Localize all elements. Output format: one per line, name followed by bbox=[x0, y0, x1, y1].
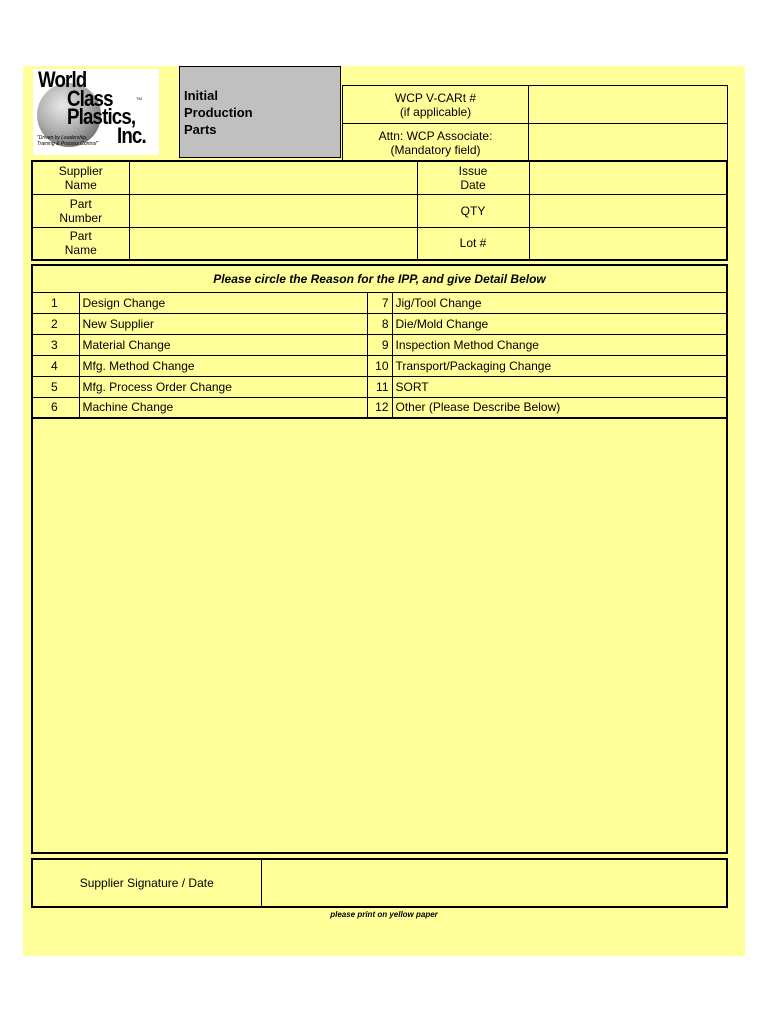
reason-option[interactable]: Die/Mold Change bbox=[392, 313, 727, 334]
issue-date-label: Issue Date bbox=[417, 161, 529, 194]
attn-label: Attn: WCP Associate: (Mandatory field) bbox=[343, 124, 529, 162]
reason-row bbox=[32, 292, 727, 313]
reason-row bbox=[32, 355, 727, 376]
part-name-label: Part Name bbox=[32, 227, 129, 260]
reason-option[interactable]: Design Change bbox=[79, 292, 367, 313]
reasons-heading: Please circle the Reason for the IPP, and give Detail Below bbox=[32, 265, 727, 292]
reason-option[interactable]: Inspection Method Change bbox=[392, 334, 727, 355]
reason-option[interactable]: Mfg. Process Order Change bbox=[79, 376, 367, 397]
reason-number: 2 bbox=[32, 313, 79, 334]
form-title: Initial Production Parts bbox=[184, 88, 253, 137]
reason-option[interactable]: New Supplier bbox=[79, 313, 367, 334]
supplier-name-label: Supplier Name bbox=[32, 161, 129, 194]
reason-row bbox=[32, 397, 727, 418]
attn-field[interactable] bbox=[529, 124, 728, 162]
reason-option[interactable]: Machine Change bbox=[79, 397, 367, 418]
footer-note: please print on yellow paper bbox=[330, 910, 438, 919]
signature-table bbox=[31, 858, 728, 908]
reason-number: 8 bbox=[367, 313, 392, 334]
qty-field[interactable] bbox=[529, 194, 727, 227]
reason-number: 3 bbox=[32, 334, 79, 355]
supplier-info-table bbox=[31, 160, 728, 261]
reason-option[interactable]: Other (Please Describe Below) bbox=[392, 397, 727, 418]
detail-textarea[interactable] bbox=[31, 416, 728, 854]
lot-label: Lot # bbox=[417, 227, 529, 260]
vcart-table bbox=[342, 85, 728, 162]
reason-number: 11 bbox=[367, 376, 392, 397]
vcart-field[interactable] bbox=[529, 86, 728, 124]
logo-word-plastics: Plastics, bbox=[67, 104, 136, 129]
company-logo bbox=[33, 69, 159, 155]
reason-number: 1 bbox=[32, 292, 79, 313]
part-number-field[interactable] bbox=[129, 194, 417, 227]
reason-row bbox=[32, 313, 727, 334]
logo-tagline: "Driven by Leadership, Training & Process Control" bbox=[37, 135, 99, 147]
part-number-label: Part Number bbox=[32, 194, 129, 227]
reasons-table bbox=[31, 264, 728, 419]
logo-tm: TM bbox=[136, 96, 142, 101]
reason-number: 9 bbox=[367, 334, 392, 355]
part-name-field[interactable] bbox=[129, 227, 417, 260]
qty-label: QTY bbox=[417, 194, 529, 227]
reason-option[interactable]: Material Change bbox=[79, 334, 367, 355]
issue-date-field[interactable] bbox=[529, 161, 727, 194]
reason-row bbox=[32, 334, 727, 355]
logo-word-world: World bbox=[38, 69, 87, 92]
signature-label: Supplier Signature / Date bbox=[32, 859, 261, 907]
reason-row bbox=[32, 376, 727, 397]
reason-number: 4 bbox=[32, 355, 79, 376]
form-title-box bbox=[179, 66, 341, 158]
logo-word-class: Class bbox=[67, 86, 113, 111]
reason-number: 7 bbox=[367, 292, 392, 313]
reason-option[interactable]: Transport/Packaging Change bbox=[392, 355, 727, 376]
reason-number: 5 bbox=[32, 376, 79, 397]
reason-option[interactable]: SORT bbox=[392, 376, 727, 397]
reason-option[interactable]: Jig/Tool Change bbox=[392, 292, 727, 313]
vcart-label: WCP V-CARt # (if applicable) bbox=[343, 86, 529, 124]
reason-number: 6 bbox=[32, 397, 79, 418]
signature-field[interactable] bbox=[261, 859, 727, 907]
supplier-name-field[interactable] bbox=[129, 161, 417, 194]
logo-word-inc: Inc. bbox=[117, 123, 146, 148]
reason-option[interactable]: Mfg. Method Change bbox=[79, 355, 367, 376]
lot-field[interactable] bbox=[529, 227, 727, 260]
reason-number: 10 bbox=[367, 355, 392, 376]
reason-number: 12 bbox=[367, 397, 392, 418]
